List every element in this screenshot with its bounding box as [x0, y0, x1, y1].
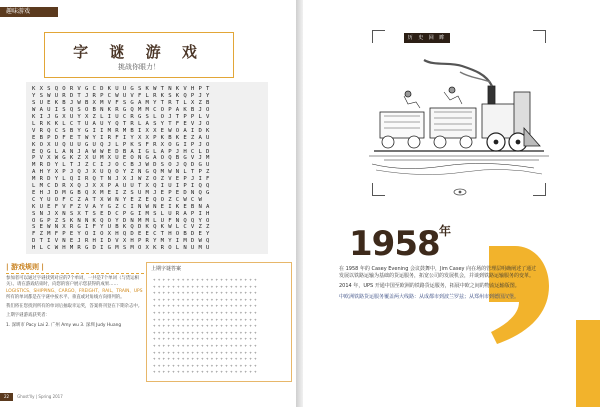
puzzle-row: SNJXNSXTSEDCPGIMSLURAPIH	[32, 210, 214, 217]
puzzle-row: KXSQORVGCDKUUGSKWTNKVHPT	[32, 86, 214, 93]
puzzle-row: WAUISQSOBNKRGQMMCOPAKBJO	[32, 107, 214, 114]
history-paragraph-2: 2014 年，UPS 开通中国至欧洲的铁路货运服务，拓展中欧之间的物流运输版图。	[339, 283, 520, 290]
winners-list: 1. 深圳市 Pacy Lai 2. 广州 Amy wu 3. 深圳 Judy Huang	[6, 322, 122, 328]
rules-heading: | 游戏规则 |	[6, 262, 144, 274]
answer-row: + + + + + + + + + + + + + + + + + + + + + +	[153, 290, 257, 296]
answer-row: + + + + + + + + + + + + + + + + + + + + + +	[153, 296, 257, 302]
answer-row: + + + + + + + + + + + + + + + + + + + + + +	[153, 277, 257, 282]
puzzle-row: MRDYLTJZCIJOCBJWDSOJQDGU	[32, 162, 214, 169]
puzzle-row: SEWNXRGIFYUBKQDKQKWLCVZZ	[32, 224, 214, 231]
page-number: 22	[0, 393, 13, 401]
section-tag: 趣味游戏	[0, 7, 58, 17]
answer-row: + + + + + + + + + + + + + + + + + + + + + +	[153, 309, 257, 315]
puzzle-row: KUEFVFZVAYGZCINWNEIKEBNA	[32, 203, 214, 210]
answer-row: + + + + + + + + + + + + + + + + + + + + + +	[153, 303, 257, 309]
puzzle-row: KIJGXUYXZLIUCRGSLOJTPPLV	[32, 114, 214, 121]
puzzle-row: LMCDRXQJXXPAUUTXQIUIPIQQ	[32, 183, 214, 190]
answer-row: + + + + + + + + + + + + + + + + + + + + + +	[153, 369, 257, 375]
word-search-grid	[26, 82, 268, 254]
puzzle-row: VRQCSBYGIIMRMBIXXEWOAIDK	[32, 127, 214, 134]
year-unit: 年	[439, 224, 452, 238]
eye-icon	[453, 188, 467, 196]
answer-row: + + + + + + + + + + + + + + + + + + + + + +	[153, 336, 257, 342]
puzzle-title: 字 谜 游 戏	[73, 43, 205, 61]
accent-bar	[576, 320, 600, 407]
answer-row: + + + + + + + + + + + + + + + + + + + + + +	[153, 356, 257, 362]
puzzle-row: AHYXPJQJXUQOYZNGQMWNLTPZ	[32, 169, 214, 176]
answer-box	[146, 262, 292, 382]
year-heading: 1958	[349, 224, 440, 264]
winners-question: 上期字谜游戏获奖者：	[6, 313, 50, 319]
answer-row: + + + + + + + + + + + + + + + + + + + + + +	[153, 316, 257, 322]
history-tag: 历 史 回 眸	[404, 33, 450, 43]
history-body	[339, 266, 539, 304]
answer-row: + + + + + + + + + + + + + + + + + + + + + +	[153, 329, 257, 335]
answer-row: + + + + + + + + + + + + + + + + + + + + + +	[153, 342, 257, 348]
answer-row: + + + + + + + + + + + + + + + + + + + + + +	[153, 323, 257, 329]
puzzle-row: YSWURDTJRPCWUVFLRKSKQPJY	[32, 93, 214, 100]
puzzle-subtitle: 挑战你眼力！	[118, 63, 160, 71]
rules-text-2: 所有的单词都是在字谜中按水平、垂直或对角线方向排列的。	[6, 294, 125, 300]
puzzle-row: PVXWGKZXUMXUEONGAOQBGVJM	[32, 155, 214, 162]
rules-text-1: 参加者可以通过字谜找到对应的7个单词，一共是7个单词（与货运相关）。请在游戏结束时，向您的客户展示您获得的成果……	[6, 276, 139, 288]
puzzle-row: CYUOFCZATXWNYEZEQOZCWCW	[32, 196, 207, 203]
history-paragraph-3: 中欧洲铁路货运服务覆盖两大线路：从成都市到波兰罗兹；从郑州市到德国汉堡。	[339, 293, 520, 300]
puzzle-row: SUEKBJWBXMVFSGAMYTRTLXZB	[32, 100, 214, 107]
book-gutter	[296, 0, 303, 407]
puzzle-row: HLCWHMRGDIGMSMOXKROLNUMU	[32, 245, 214, 252]
history-paragraph-1: 在 1958 年的 Casey Evening 会议鼓舞中，Jim Casey 向在场的管理层明确阐述了通过发展以铁路运输为基础的货运服务，拓宽公司的发展机会，并谈到铁路运输服务的变革。	[339, 266, 537, 280]
puzzle-row: EBPDFETWYIRFIYXXPKBKEZAU	[32, 134, 214, 141]
train-illustration-icon	[364, 56, 554, 184]
puzzle-row: FZMFPEYOIOXHQDEECTHOBDEY	[32, 231, 214, 238]
rules-text-3: 我们将在您找到所有的单词后抽取幸运奖，答案将刊登在下期杂志中。	[6, 304, 143, 310]
rules-highlight: LOGISTICS、SHIPPING、CARGO、FREIGHT、RAIL、TRAIN、UPS	[6, 288, 143, 294]
answer-row: + + + + + + + + + + + + + + + + + + + + + +	[153, 362, 257, 368]
puzzle-row: OGPZSKNNKQOYDNMMLUFNQQYO	[32, 217, 214, 224]
folio-text: Ghost'lly | Spring 2017	[17, 394, 63, 399]
puzzle-row: MRDYLQIRQTNJXJWZOZVEPJIF	[32, 176, 214, 183]
puzzle-row: LRKKLCTUAUYQTRLASYTFEVJO	[32, 120, 214, 127]
answer-grid	[153, 277, 287, 377]
puzzle-row: KOXUQUUGUQJLPKSFRXOGIPJO	[32, 141, 214, 148]
answer-row: + + + + + + + + + + + + + + + + + + + + + +	[153, 283, 257, 289]
puzzle-title-box	[44, 32, 234, 78]
answer-title: 上期字谜答案	[151, 266, 182, 272]
rules-text	[6, 276, 144, 301]
rules-block	[6, 262, 144, 382]
puzzle-row: DTIVNEJRHIDVXHPRYMYIMDWQ	[32, 238, 214, 245]
folio	[0, 393, 63, 401]
right-page	[303, 0, 600, 407]
left-page	[0, 0, 296, 407]
answer-row: + + + + + + + + + + + + + + + + + + + + + +	[153, 349, 257, 355]
puzzle-row: EQGLANJAWWEDBAIGLAPJHCLD	[32, 148, 214, 155]
puzzle-row: EHJDMGBQXMEIZSUMJEPEDNQG	[32, 189, 214, 196]
